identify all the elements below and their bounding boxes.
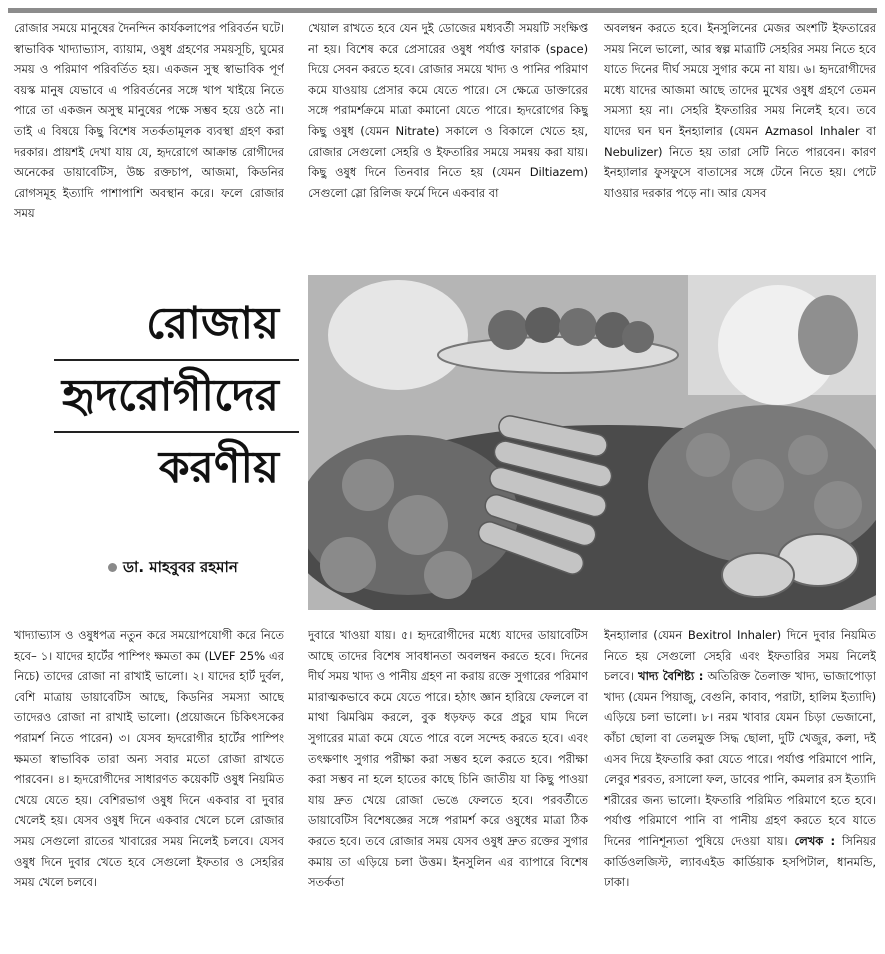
food-text: অতিরিক্ত তৈলাক্ত খাদ্য, ভাজাপোড়া খাদ্য (যেমন পিয়াজু, বেগুনি, কাবাব, পরাটা, হালিম ইত্যাদি) এড়িয়ে চলা ভালো। ৮। নরম খাবার যেমন চিড়া ভেজানো, কাঁচা ছোলা বা তেলমুক্ত সিদ্ধ ছোলা, দুটি খেজুর, কলা, দই এসব দিয়ে ইফতারি করা যেতে পারে। পর্যাপ্ত পরিমাণে পানি, লেবুর শরবত, রসালো ফল, ডাবের পানি, কমলার রস ইত্যাদি শরীরের জন্য ভালো। ইফতারি পরিমিত পরিমাণে হতে হবে। পর্যাপ্ত পরিমাণে পানি বা পানীয় গ্রহণ করতে হবে যাতে দিনের পানিশূন্যতা পুষিয়ে দেওয়া যায়। bbox=[604, 669, 876, 848]
paragraph: খেয়াল রাখতে হবে যেন দুই ডোজের মধ্যবর্তী সময়টি সংক্ষিপ্ত না হয়। বিশেষ করে প্রেসারের ওষুধ পর্যাপ্ত ফারাক (space) দিয়ে সেবন করতে হবে। রোজার সময়ে খাদ্য ও পানির পরিমাণ কমে যাওয়ায় প্রেসার কমে যেতে পারে। সে ক্ষেত্রে ডাক্তারের সঙ্গে পরামর্শক্রমে মাত্রা কমানো যেতে পারে। হৃদরোগের কিছু কিছু ওষুধ (যেমন Nitrate) সকালে ও বিকালে খেতে হয়, রোজার সেগুলো সেহরি ও ইফতারির সময়ে সমন্বয় করা যায়। কিছু ওষুধ দিনে তিনবার নিতে হয় (যেমন Diltiazem) সেগুলো স্লো রিলিজ ফর্মে দিনে একবার বা bbox=[308, 21, 588, 200]
headline-line-1: রোজায় bbox=[146, 298, 279, 349]
headline-line-3: করণীয় bbox=[158, 442, 279, 493]
paragraph bbox=[604, 625, 876, 893]
bullet-dot-icon bbox=[108, 563, 117, 572]
article-column-1-top bbox=[14, 18, 284, 273]
article-column-3-top bbox=[604, 18, 876, 273]
paragraph: অবলম্বন করতে হবে। ইনসুলিনের মেজর অংশটি ইফতারের সময় নিলে ভালো, আর স্বল্প মাত্রাটি সেহরির সময় নিতে হবে যাতে দিনের দীর্ঘ সময়ে সুগার কমে না যায়। ৬। হৃদরোগীদের মধ্যে যাদের আজমা আছে তাদের মুখের ওষুধ গ্রহণে তেমন সমস্যা হয় না। সেহরি ইফতারির সময় নিলেই হবে। তবে যাদের ঘন ঘন ইনহ্যালার (যেমন Azmasol Inhaler বা Nebulizer) নিতে হয় তারা সেটি নিতে পারবেন। কারণ ইনহ্যালার ফুসফুসে বাতাসের সঙ্গে টেনে নিতে হয়। পেটে যাওয়ার দরকার পড়ে না। আর যেসব bbox=[604, 21, 876, 200]
photo-illustration bbox=[308, 275, 876, 610]
inhaler-text: ইনহ্যালার (যেমন Bexitrol Inhaler) দিনে দুবার নিয়মিত নিতে হয় সেগুলো সেহরি এবং ইফতারির সময় নিলেই চলবে। bbox=[604, 628, 876, 684]
article-column-2-bottom bbox=[308, 625, 588, 950]
paragraph: দুবারে খাওয়া যায়। ৫। হৃদরোগীদের মধ্যে যাদের ডায়াবেটিস আছে তাদের বিশেষ সাবধানতা অবলম্বন করতে হবে। দিনের দীর্ঘ সময় খাদ্য ও পানীয় গ্রহণ না করায় রক্তে সুগারের পরিমাণ মারাত্মকভাবে কমে যেতে পারে। হঠাৎ জ্ঞান হারিয়ে ফেললে বা মাথা ঝিমঝিম করলে, বুক ধড়ফড় করে প্রচুর ঘাম দিলে সুগারের মাত্রা কমে যেতে পারে বলে সন্দেহ করতে হবে। এবং তৎক্ষণাৎ সুগার পরীক্ষা করা সম্ভব হলে করতে হবে। পরীক্ষা করা সম্ভব না হলে হাতের কাছে চিনি জাতীয় যা কিছু পাওয়া যায় দ্রুত খেয়ে রোজা ভেঙে ফেলতে হবে। পরবর্তীতে ডায়াবেটিস বিশেষজ্ঞের সঙ্গে পরামর্শ করে ওষুধের মাত্রা ঠিক করতে হবে। তবে রোজার সময় যেসব ওষুধ দ্রুত রক্তের সুগার কমায় তা এড়িয়ে চলা উত্তম। ইনসুলিন এর ব্যাপারে বিশেষ সতর্কতা bbox=[308, 628, 588, 890]
article-column-1-bottom bbox=[14, 625, 284, 950]
byline-name: ডা. মাহবুবর রহমান bbox=[123, 558, 238, 576]
headline-divider bbox=[54, 431, 299, 433]
top-rule bbox=[8, 8, 877, 13]
iftar-food-photo bbox=[308, 275, 876, 610]
article-headline bbox=[14, 295, 299, 497]
author-byline bbox=[108, 556, 238, 581]
article-column-3-bottom bbox=[604, 625, 876, 950]
headline-line-2: হৃদরোগীদের bbox=[61, 370, 279, 421]
headline-divider bbox=[54, 359, 299, 361]
article-column-2-top bbox=[308, 18, 588, 273]
paragraph: খাদ্যাভ্যাস ও ওষুধপত্র নতুন করে সময়োপযোগী করে নিতে হবে– ১। যাদের হার্টের পাম্পিং ক্ষমতা কম (LVEF 25% এর নিচে) তাদের রোজা না রাখাই ভালো। ২। যাদের হার্ট দুর্বল, বেশি মাত্রায় ডায়াবেটিস আছে, কিডনির সমস্যা আছে তাদেরও রোজা না রাখাই ভালো। (প্রয়োজনে চিকিৎসকের পরামর্শ নিতে পারেন) ৩। যেসব হৃদরোগীর হার্টের পাম্পিং ক্ষমতা স্বাভাবিক তারা অন্য সবার মতো রোজা রাখতে পারবেন। ৪। হৃদরোগীদের সাধারণত কয়েকটি ওষুধ নিয়মিত খেয়ে যেতে হয়। বেশিরভাগ ওষুধ দিনে একবার বা দুবার খেলেই হয়। যেসব ওষুধ দিনে একবার খেলে চলে রোজার সময় সেগুলো রাতের খাবারের সময় নিলেই চলবে। যেসব ওষুধ দিনে দুবার খেতে হবে সেগুলো ইফতার ও সেহরির সময় খেলে চলবে। bbox=[14, 628, 284, 890]
author-label: লেখক : bbox=[794, 833, 836, 848]
food-label: খাদ্য বৈশিষ্ট্য : bbox=[638, 669, 704, 684]
paragraph: রোজার সময়ে মানুষের দৈনন্দিন কার্যকলাপের পরিবর্তন ঘটে। স্বাভাবিক খাদ্যাভ্যাস, ব্যায়াম, ওষুধ গ্রহণের সময়সূচি, ঘুমের সময় ও পরিমাণ পরিবর্তিত হয়। একজন সুস্থ স্বাভাবিক পূর্ণ বয়স্ক মানুষ যেভাবে এ পরিবর্তনের সঙ্গে খাপ খাইয়ে নিতে পারে তা একজন অসুস্থ মানুষের পক্ষে সম্ভব হয়ে ওঠে না। তাই এ বিষয়ে কিছু বিশেষ সতর্কতামূলক ব্যবস্থা গ্রহণ করা দরকার। প্রায়শই দেখা যায় যে, হৃদরোগে আক্রান্ত রোগীদের অনেকের ডায়াবেটিস, উচ্চ রক্তচাপ, আজমা, কিডনির রোগসমূহ ইত্যাদি পাশাপাশি অবস্থান করে। ফলে রোজার সময় bbox=[14, 21, 284, 221]
author-text: সিনিয়র কার্ডিওলজিস্ট, ল্যাবএইড কার্ডিয়াক হসপিটাল, ধানমন্ডি, ঢাকা। bbox=[604, 833, 876, 890]
